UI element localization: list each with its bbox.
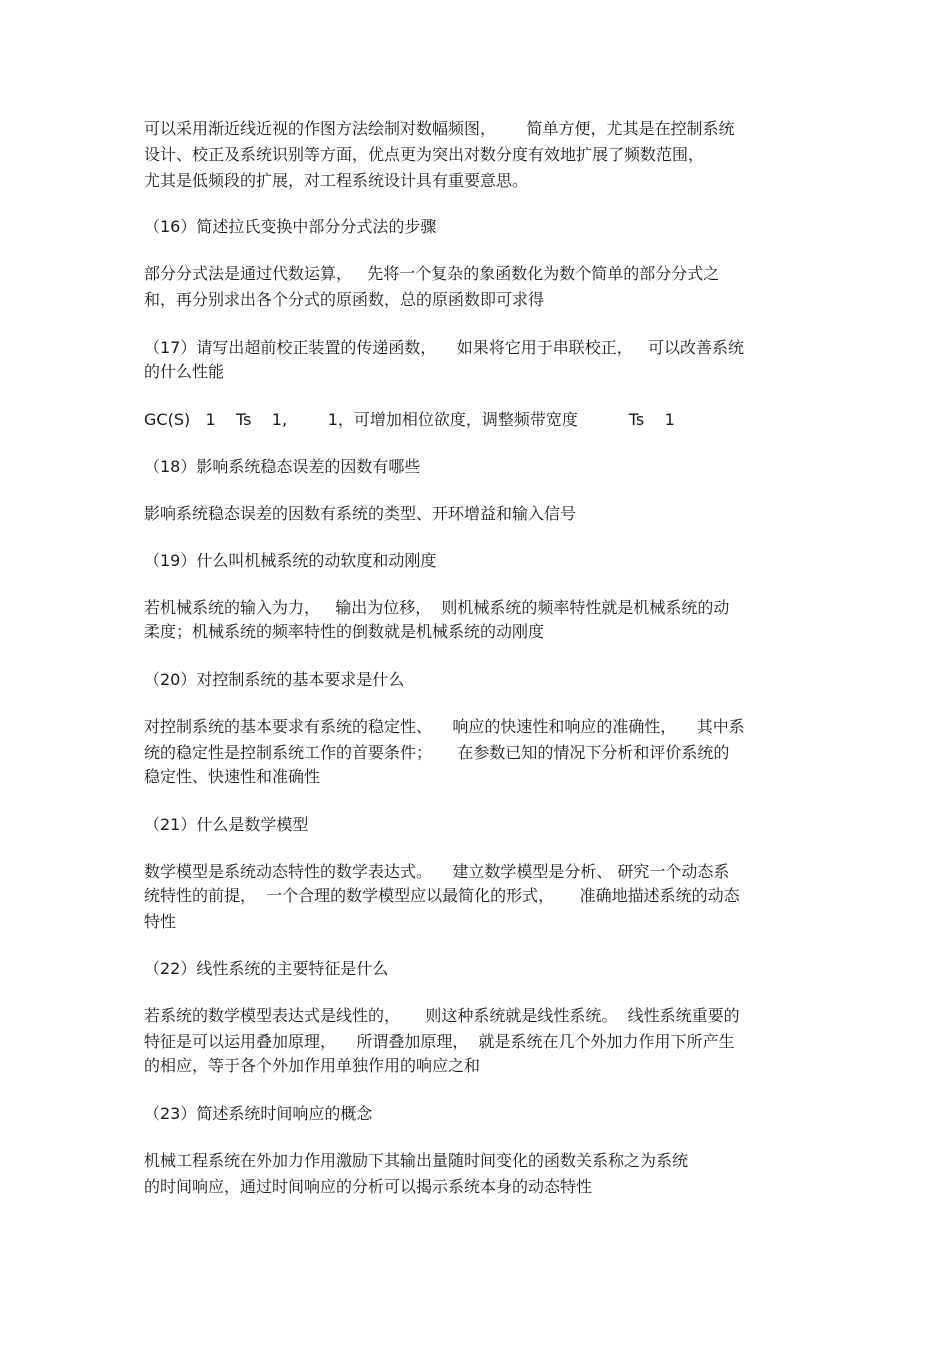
text-line: 可以采用渐近线近视的作图方法绘制对数幅频图， 简单方便，尤其是在控制系统 <box>144 119 735 138</box>
text-line: 数学模型是系统动态特性的数学表达式。 建立数学模型是分析、 研究一个动态系 <box>144 862 730 881</box>
text-line: 设计、校正及系统识别等方面，优点更为突出对数分度有效地扩展了频数范围， <box>144 145 705 164</box>
formula-line: GC(S) 1 Ts 1, 1，可增加相位欲度，调整频带宽度 Ts 1 <box>144 410 675 429</box>
text-line: 统特性的前提， 一个合理的数学模型应以最简化的形式， 准确地描述系统的动态 <box>144 886 740 905</box>
text-line: 柔度；机械系统的频率特性的倒数就是机械系统的动刚度 <box>144 622 545 641</box>
text-line: 特性 <box>144 912 177 931</box>
text-line: 尤其是低频段的扩展，对工程系统设计具有重要意思。 <box>144 171 529 190</box>
text-line: 特征是可以运用叠加原理， 所谓叠加原理， 就是系统在几个外加力作用下所产生 <box>144 1032 735 1051</box>
text-line: 影响系统稳态误差的因数有系统的类型、开环增益和输入信号 <box>144 504 577 523</box>
text-line: 统的稳定性是控制系统工作的首要条件； 在参数已知的情况下分析和评价系统的 <box>144 743 730 762</box>
text-line: 若机械系统的输入为力， 输出为位移， 则机械系统的频率特性就是机械系统的动 <box>144 598 730 617</box>
text-line: 的相应，等于各个外加作用单独作用的响应之和 <box>144 1056 481 1075</box>
question-heading: （22）线性系统的主要特征是什么 <box>144 959 389 978</box>
text-line: 的时间响应，通过时间响应的分析可以揭示系统本身的动态特性 <box>144 1177 593 1196</box>
text-line: 若系统的数学模型表达式是线性的， 则这种系统就是线性系统。 线性系统重要的 <box>144 1006 740 1025</box>
question-heading: （23）简述系统时间响应的概念 <box>144 1104 373 1123</box>
text-line: 部分分式法是通过代数运算， 先将一个复杂的象函数化为数个简单的部分分式之 <box>144 264 720 283</box>
question-heading: （17）请写出超前校正装置的传递函数， 如果将它用于串联校正， 可以改善系统 <box>144 338 744 357</box>
question-heading: 的什么性能 <box>144 362 225 381</box>
question-heading: （18）影响系统稳态误差的因数有哪些 <box>144 457 421 476</box>
text-line: 机械工程系统在外加力作用激励下其输出量随时间变化的函数关系称之为系统 <box>144 1151 689 1170</box>
text-line: 对控制系统的基本要求有系统的稳定性、 响应的快速性和响应的准确性， 其中系 <box>144 717 745 736</box>
text-line: 稳定性、快速性和准确性 <box>144 767 321 786</box>
question-heading: （21）什么是数学模型 <box>144 815 309 834</box>
question-heading: （16）简述拉氏变换中部分分式法的步骤 <box>144 217 437 236</box>
text-line: 和，再分别求出各个分式的原函数，总的原函数即可求得 <box>144 290 545 309</box>
question-heading: （20）对控制系统的基本要求是什么 <box>144 670 405 689</box>
question-heading: （19）什么叫机械系统的动软度和动刚度 <box>144 551 437 570</box>
